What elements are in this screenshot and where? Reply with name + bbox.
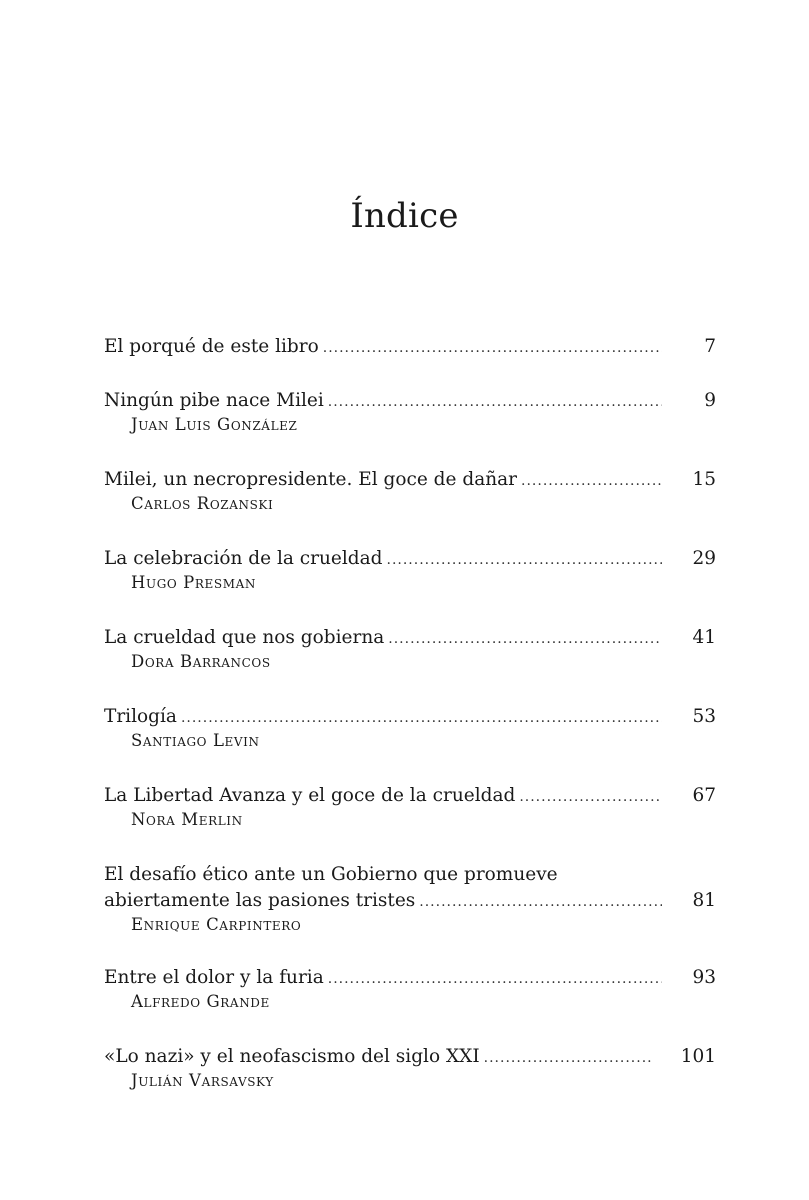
toc-entry-author: Carlos Rozanski: [131, 494, 274, 513]
toc-entry-title: La crueldad que nos gobierna: [104, 627, 385, 648]
toc-entry-line: [104, 704, 716, 730]
toc-entry: [104, 783, 716, 831]
toc-entry: [104, 965, 716, 1013]
toc-entry-author: Julián Varsavsky: [131, 1071, 274, 1090]
toc-entry-author: Enrique Carpintero: [131, 915, 302, 934]
toc-entry: [104, 625, 716, 673]
toc-entry-title: El porqué de este libro: [104, 336, 319, 357]
dot-leader: [519, 784, 662, 810]
dot-leader: [323, 335, 662, 361]
toc-entry-line: [104, 783, 716, 809]
dot-leader: [387, 547, 663, 573]
toc-entry: [104, 862, 716, 936]
toc-entry: [104, 704, 716, 752]
toc-entry: [104, 334, 716, 360]
toc-entry-page: 53: [692, 706, 716, 727]
toc-entry-page: 9: [704, 390, 716, 411]
toc-entry-line: [104, 888, 716, 914]
toc-entry-title: «Lo nazi» y el neofascismo del siglo XXI: [104, 1046, 480, 1067]
page-title: Índice: [350, 196, 459, 236]
toc-entry-line: [104, 965, 716, 991]
toc-entry-page: 67: [692, 785, 716, 806]
toc-entry-page: 41: [692, 627, 716, 648]
toc-entry-author: Dora Barrancos: [131, 652, 271, 671]
dot-leader: [328, 389, 662, 415]
toc-entry-title: La celebración de la crueldad: [104, 548, 383, 569]
dot-leader: [181, 705, 662, 731]
dot-leader: [388, 626, 662, 652]
toc-entry-title: Milei, un necropresidente. El goce de dañar: [104, 469, 518, 490]
toc-entry-line: [104, 546, 716, 572]
toc-entry-title: Ningún pibe nace Milei: [104, 390, 324, 411]
toc-entry-line: [104, 625, 716, 651]
toc-entry: [104, 546, 716, 594]
toc-entry-page: 81: [692, 890, 716, 911]
dot-leader: [328, 966, 662, 992]
toc-entry-author: Alfredo Grande: [131, 992, 270, 1011]
toc-entry-title: Trilogía: [104, 706, 177, 727]
toc-entry-page: 101: [680, 1046, 716, 1067]
toc-entry-page: 15: [692, 469, 716, 490]
toc-entry-line: [104, 1044, 716, 1070]
dot-leader: [484, 1045, 651, 1071]
toc-entry-line: [104, 467, 716, 493]
toc-entry-page: 29: [692, 548, 716, 569]
toc-entry-title: abiertamente las pasiones tristes: [104, 890, 416, 911]
toc-entry-author: Juan Luis González: [131, 415, 298, 434]
toc-entry-page: 7: [704, 336, 716, 357]
toc-entry-author: Santiago Levin: [131, 731, 260, 750]
toc-entry-page: 93: [692, 967, 716, 988]
toc-entry-line: [104, 388, 716, 414]
dot-leader: [419, 889, 662, 915]
toc-entry-author: Nora Merlin: [131, 810, 243, 829]
toc-entry: [104, 1044, 716, 1092]
toc-entry: [104, 467, 716, 515]
toc-entry-title-line: El desafío ético ante un Gobierno que promueve: [104, 864, 558, 885]
toc-entry-line: [104, 334, 716, 360]
toc-entry-title: La Libertad Avanza y el goce de la crueldad: [104, 785, 516, 806]
toc-entry-author: Hugo Presman: [131, 573, 256, 592]
dot-leader: [521, 468, 662, 494]
toc-entry: [104, 388, 716, 436]
toc-entry-title: Entre el dolor y la furia: [104, 967, 324, 988]
